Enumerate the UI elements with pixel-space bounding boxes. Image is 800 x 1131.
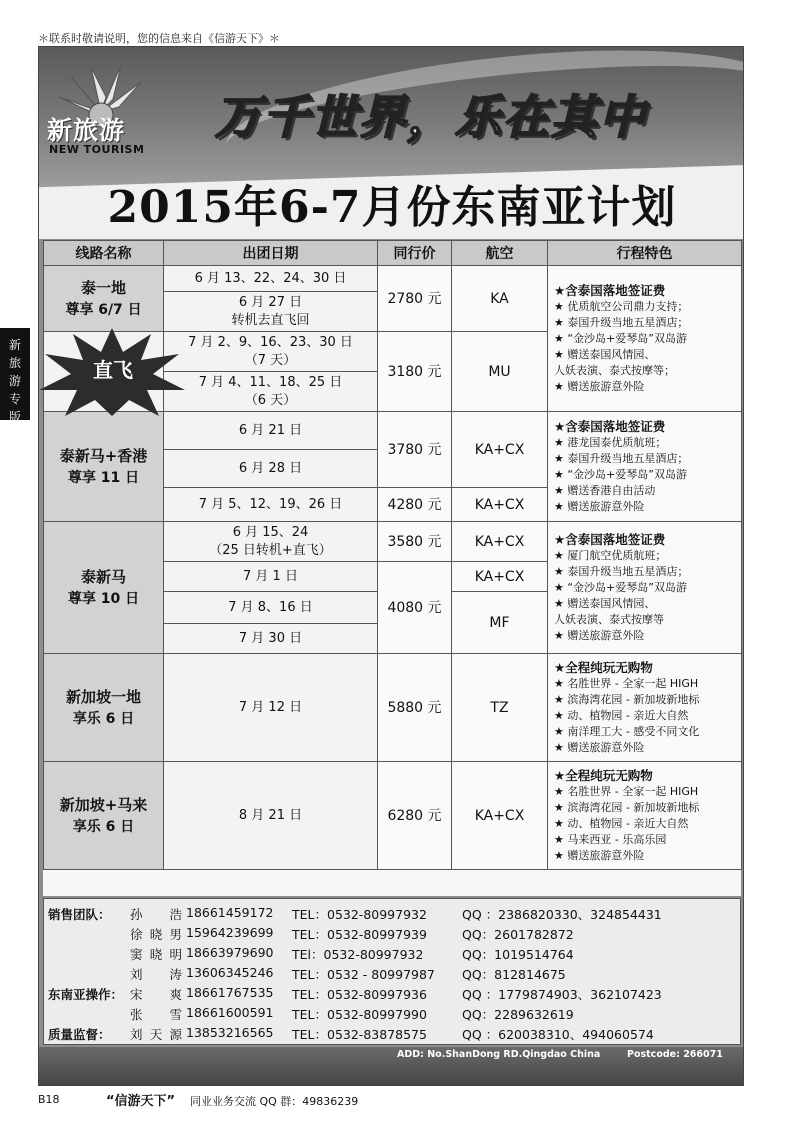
contact-tel: TEL：0532-83878575	[292, 1027, 427, 1042]
route-days: 尊享 10 日	[67, 590, 140, 607]
table-header-row	[44, 241, 742, 266]
contact-tel: TEL：0532 - 80997987	[292, 967, 435, 982]
date-cell: 7 月 12 日	[164, 654, 378, 762]
contact-phone: 18661600591	[186, 1005, 274, 1020]
feature-line: ★ 赠送旅游意外险	[554, 740, 645, 754]
date-cell	[164, 292, 378, 332]
feature-line: ★含泰国落地签证费	[554, 418, 666, 434]
itinerary-table-wrap	[43, 240, 741, 896]
feature-line: ★ “金沙岛+爱琴岛”双岛游	[554, 580, 687, 594]
feature-line: ★ 厦门航空优质航班；	[554, 548, 667, 562]
contact-qq: QQ：2289632619	[462, 1007, 574, 1022]
route-cell	[44, 654, 164, 762]
feature-line: ★ 赠送旅游意外险	[554, 499, 645, 513]
feature-line: ★全程纯玩无购物	[554, 659, 653, 675]
date-cell	[164, 332, 378, 372]
contact-row	[44, 1025, 742, 1044]
contact-name: 徐晓男	[130, 927, 182, 942]
route-cell	[44, 266, 164, 332]
contact-name: 窦晓明	[130, 947, 182, 962]
airline-cell: KA+CX	[452, 412, 548, 488]
contact-tel: TEl：0532-80997932	[292, 947, 424, 962]
price-cell: 4280 元	[378, 488, 452, 522]
route-cell	[44, 762, 164, 870]
contact-name: 刘天源	[130, 1027, 182, 1042]
route-name: 泰一地	[80, 278, 126, 297]
price-cell: 3580 元	[378, 522, 452, 562]
contact-row	[44, 985, 742, 1004]
date-cell: 7 月 8、16 日	[164, 592, 378, 624]
contact-name: 张雪	[130, 1007, 182, 1022]
airline-cell: KA+CX	[452, 522, 548, 562]
features-cell	[548, 412, 742, 522]
contact-row	[44, 945, 742, 964]
contact-row	[44, 965, 742, 984]
date-line: （25 日转机+直飞）	[209, 542, 332, 558]
flyer-header	[39, 47, 744, 239]
contact-name: 宋爽	[130, 987, 182, 1002]
contact-name: 孙浩	[130, 907, 182, 922]
table-row	[44, 412, 742, 450]
airline-cell: MU	[452, 332, 548, 412]
feature-line: ★ 滨海湾花园 - 新加坡新地标	[554, 800, 700, 814]
side-tab-char: 旅	[8, 356, 21, 370]
contact-role: 质量监督：	[48, 1027, 111, 1042]
date-line: （6 天）	[244, 392, 297, 408]
contact-phone: 18663979690	[186, 945, 274, 960]
feature-line: ★全程纯玩无购物	[554, 767, 653, 783]
contact-tel: TEL：0532-80997936	[292, 987, 427, 1002]
date-line: 6 月 27 日	[238, 294, 303, 310]
page-title: 2015年6-7月份东南亚计划	[107, 182, 677, 233]
route-name: 新加坡一地	[65, 687, 141, 706]
side-tab-char: 游	[8, 374, 21, 388]
route-days: 享乐 6 日	[72, 710, 135, 727]
route-cell	[44, 412, 164, 522]
route-cell	[44, 522, 164, 654]
slogan: 万千世界，乐在其中	[215, 90, 647, 144]
side-tab	[0, 328, 30, 424]
airline-cell: KA	[452, 266, 548, 332]
table-row	[44, 762, 742, 870]
contact-phone: 18661459172	[186, 905, 274, 920]
contact-qq: QQ ：620038310、494060574	[462, 1027, 654, 1042]
airline-cell: KA+CX	[452, 562, 548, 592]
contact-qq: QQ ：1779874903、362107423	[462, 987, 662, 1002]
price-cell: 3780 元	[378, 412, 452, 488]
contact-qq: QQ：812814675	[462, 967, 566, 982]
date-cell: 6 月 13、22、24、30 日	[164, 266, 378, 292]
side-tab-char: 版	[8, 410, 21, 424]
date-cell: 7 月 1 日	[164, 562, 378, 592]
date-cell: 6 月 28 日	[164, 450, 378, 488]
contact-row	[44, 905, 742, 924]
col-header-route: 线路名称	[44, 241, 164, 266]
feature-line: ★ 名胜世界 - 全家一起 HIGH	[554, 676, 699, 690]
contact-tel: TEL：0532-80997990	[292, 1007, 427, 1022]
price-cell: 2780 元	[378, 266, 452, 332]
table-row	[44, 266, 742, 292]
feature-line: ★ 泰国升级当地五星酒店；	[554, 315, 689, 329]
feature-line: ★ 赠送泰国风情园、	[554, 347, 656, 361]
contact-role: 销售团队：	[48, 907, 111, 922]
route-name: 泰新马	[80, 567, 126, 586]
features-cell	[548, 522, 742, 654]
date-line: 6 月 15、24	[232, 524, 309, 540]
feature-line: ★ 南洋理工大 - 感受不同文化	[554, 724, 700, 738]
date-cell	[164, 522, 378, 562]
side-tab-char: 新	[8, 338, 21, 352]
contact-tel: TEL：0532-80997932	[292, 907, 427, 922]
airline-cell: MF	[452, 592, 548, 654]
contact-phone: 18661767535	[186, 985, 274, 1000]
route-name: 新加坡+马来	[59, 795, 148, 814]
route-days: 享乐 6 日	[72, 818, 135, 835]
feature-line: ★ 港龙国泰优质航班；	[554, 435, 667, 449]
date-cell: 7 月 30 日	[164, 624, 378, 654]
features-cell	[548, 654, 742, 762]
feature-line: ★含泰国落地签证费	[554, 282, 666, 298]
table-row	[44, 654, 742, 762]
feature-line: ★ “金沙岛+爱琴岛”双岛游	[554, 331, 687, 345]
airline-cell: KA+CX	[452, 762, 548, 870]
feature-line: ★含泰国落地签证费	[554, 531, 666, 547]
date-cell	[164, 372, 378, 412]
feature-line: ★ 赠送旅游意外险	[554, 379, 645, 393]
col-header-price: 同行价	[378, 241, 452, 266]
price-cell: 3180 元	[378, 332, 452, 412]
flyer	[38, 46, 744, 1086]
contact-qq: QQ：2601782872	[462, 927, 574, 942]
feature-line: ★ 滨海湾花园 - 新加坡新地标	[554, 692, 700, 706]
feature-line: ★ “金沙岛+爱琴岛”双岛游	[554, 467, 687, 481]
contact-name: 刘涛	[130, 967, 182, 982]
top-note: ＊联系时敬请说明，您的信息来自《信游天下》＊	[38, 32, 280, 45]
features-cell	[548, 762, 742, 870]
contact-phone: 15964239699	[186, 925, 274, 940]
postcode-text: Postcode: 266071	[627, 1049, 723, 1060]
contact-role: 东南亚操作：	[48, 987, 124, 1002]
airline-cell: TZ	[452, 654, 548, 762]
date-cell: 7 月 5、12、19、26 日	[164, 488, 378, 522]
feature-line: ★ 马来西亚 - 乐高乐园	[554, 832, 667, 846]
route-days: 尊享 6/7 日	[65, 301, 142, 318]
feature-line: ★ 优质航空公司鼎力支持；	[554, 299, 689, 313]
date-line: 转机去直飞回	[231, 312, 310, 328]
date-line: 7 月 2、9、16、23、30 日	[188, 334, 353, 350]
date-line: 7 月 4、11、18、25 日	[198, 374, 343, 390]
date-cell: 8 月 21 日	[164, 762, 378, 870]
contact-phone: 13606345246	[186, 965, 274, 980]
feature-line: ★ 动、植物园 - 亲近大自然	[554, 708, 689, 722]
price-cell: 5880 元	[378, 654, 452, 762]
feature-line: ★ 赠送旅游意外险	[554, 848, 645, 862]
contact-list	[43, 898, 741, 1045]
col-header-airline: 航空	[452, 241, 548, 266]
airline-cell: KA+CX	[452, 488, 548, 522]
page-number: B18	[38, 1093, 60, 1106]
footer-note: 同业业务交流 QQ 群：49836239	[190, 1095, 359, 1108]
contact-tel: TEL：0532-80997939	[292, 927, 427, 942]
col-header-features: 行程特色	[548, 241, 742, 266]
feature-line: ★ 动、植物园 - 亲近大自然	[554, 816, 689, 830]
price-cell: 6280 元	[378, 762, 452, 870]
feature-line: ★ 泰国升级当地五星酒店；	[554, 451, 689, 465]
contact-row	[44, 1005, 742, 1024]
logo-text: 新旅游	[47, 116, 126, 145]
price-cell: 4080 元	[378, 562, 452, 654]
date-line: （7 天）	[244, 352, 297, 368]
address-text: ADD: No.ShanDong RD.Qingdao China	[397, 1049, 601, 1060]
logo-subtitle: NEW TOURISM	[49, 143, 145, 156]
feature-line: 人妖表演、泰式按摩等；	[554, 363, 675, 377]
contact-row	[44, 925, 742, 944]
address-bar	[39, 1047, 744, 1086]
side-tab-char: 专	[8, 392, 21, 406]
contact-qq: QQ：1019514764	[462, 947, 574, 962]
contact-qq: QQ ：2386820330、324854431	[462, 907, 662, 922]
route-name: 泰新马+香港	[59, 446, 148, 465]
col-header-dates: 出团日期	[164, 241, 378, 266]
date-cell: 6 月 21 日	[164, 412, 378, 450]
feature-line: 人妖表演、泰式按摩等	[554, 612, 664, 626]
contact-phone: 13853216565	[186, 1025, 274, 1040]
table-row	[44, 522, 742, 562]
feature-line: ★ 赠送旅游意外险	[554, 628, 645, 642]
feature-line: ★ 名胜世界 - 全家一起 HIGH	[554, 784, 699, 798]
feature-line: ★ 赠送泰国风情园、	[554, 596, 656, 610]
feature-line: ★ 泰国升级当地五星酒店；	[554, 564, 689, 578]
features-cell	[548, 266, 742, 412]
feature-line: ★ 赠送香港自由活动	[554, 483, 656, 497]
direct-flight-badge: 直飞	[93, 358, 133, 382]
route-days: 尊享 11 日	[67, 469, 140, 486]
footer-brand: “信游天下”	[106, 1094, 176, 1109]
